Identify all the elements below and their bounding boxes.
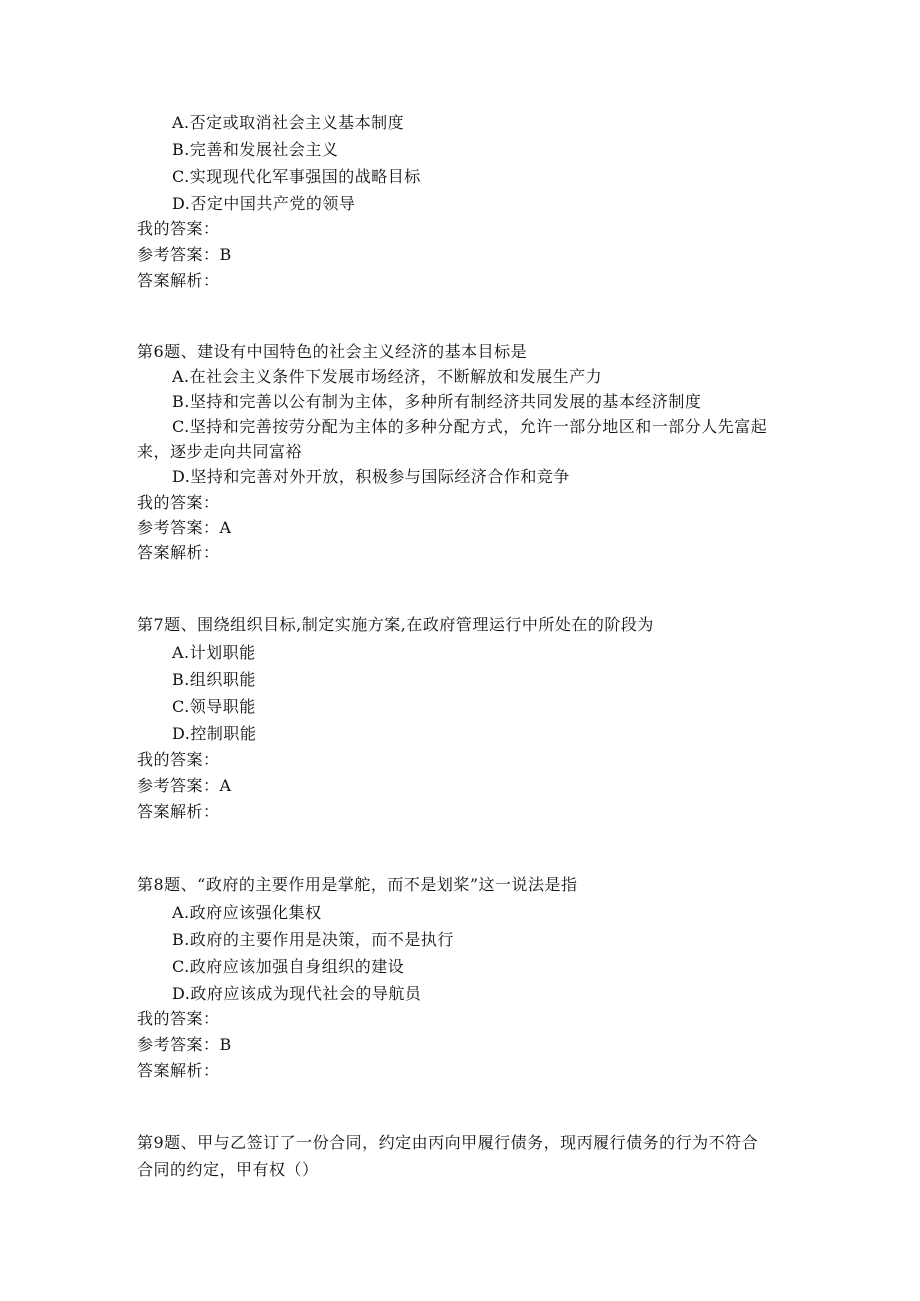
q5-option-b: B.完善和发展社会主义 (172, 140, 339, 159)
q7-option-a: A.计划职能 (172, 643, 256, 662)
q6-option-a: A.在社会主义条件下发展市场经济，不断解放和发展生产力 (172, 367, 603, 386)
q5-option-a: A.否定或取消社会主义基本制度 (172, 113, 405, 132)
q6-reference-answer: 参考答案：A (137, 518, 232, 537)
q7-option-c: C.领导职能 (172, 697, 256, 716)
q6-my-answer: 我的答案： (137, 493, 220, 512)
q7-answer-analysis: 答案解析： (137, 802, 220, 821)
q5-reference-answer: 参考答案：B (137, 245, 232, 264)
q7-option-b: B.组织职能 (172, 670, 256, 689)
q7-reference-answer: 参考答案：A (137, 776, 232, 795)
q6-title: 第6题、建设有中国特色的社会主义经济的基本目标是 (137, 342, 528, 361)
q5-option-c: C.实现现代化军事强国的战略目标 (172, 167, 421, 186)
q7-title: 第7题、围绕组织目标,制定实施方案,在政府管理运行中所处在的阶段为 (137, 615, 654, 634)
q7-option-d: D.控制职能 (172, 724, 257, 743)
q8-reference-answer: 参考答案：B (137, 1035, 232, 1054)
q6-option-c: C.坚持和完善按劳分配为主体的多种分配方式，允许一部分地区和一部分人先富起 (172, 417, 768, 436)
q8-my-answer: 我的答案： (137, 1009, 220, 1028)
q5-answer-analysis: 答案解析： (137, 271, 220, 290)
q6-option-b: B.坚持和完善以公有制为主体，多种所有制经济共同发展的基本经济制度 (172, 392, 702, 411)
q6-option-c-continued: 来，逐步走向共同富裕 (137, 442, 303, 461)
q8-option-b: B.政府的主要作用是决策，而不是执行 (172, 930, 454, 949)
q6-answer-analysis: 答案解析： (137, 543, 220, 562)
q8-answer-analysis: 答案解析： (137, 1061, 220, 1080)
q9-title-line-1: 第9题、甲与乙签订了一份合同，约定由丙向甲履行债务，现丙履行债务的行为不符合 (137, 1133, 759, 1152)
q8-title: 第8题、“政府的主要作用是掌舵，而不是划桨”这一说法是指 (137, 875, 578, 894)
q5-option-d: D.否定中国共产党的领导 (172, 194, 356, 213)
q6-option-d: D.坚持和完善对外开放，积极参与国际经济合作和竞争 (172, 467, 570, 486)
q8-option-d: D.政府应该成为现代社会的导航员 (172, 984, 422, 1003)
q9-title-line-2: 合同的约定，甲有权（） (137, 1160, 319, 1179)
q8-option-c: C.政府应该加强自身组织的建设 (172, 957, 405, 976)
q7-my-answer: 我的答案： (137, 750, 220, 769)
q5-my-answer: 我的答案： (137, 219, 220, 238)
q8-option-a: A.政府应该强化集权 (172, 903, 322, 922)
